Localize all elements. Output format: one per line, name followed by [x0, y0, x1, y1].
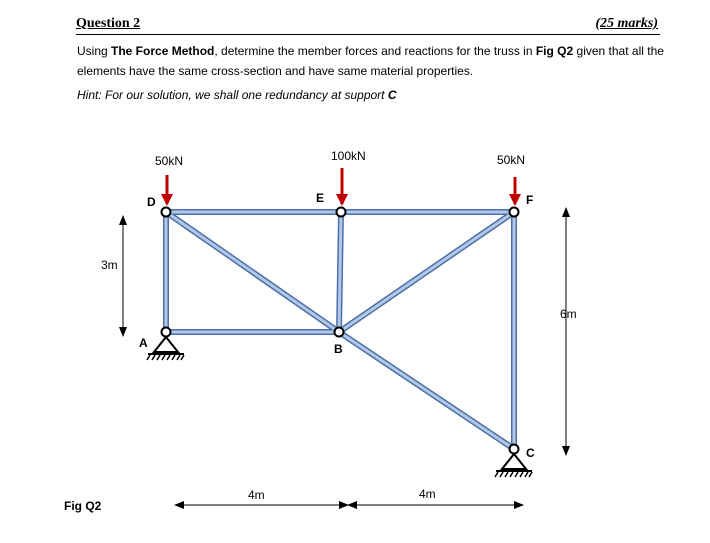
question-end: given that all the elements have the same cross-section and have same material properties. [77, 44, 664, 78]
node-label-C: C [526, 446, 535, 460]
dimension-label-span-right: 4m [419, 487, 436, 501]
pin-support-A [147, 337, 184, 360]
dimension-label-6m: 6m [560, 307, 577, 321]
joint-C [510, 445, 519, 454]
figure-caption: Fig Q2 [64, 499, 102, 513]
dimension-label-3m: 3m [101, 258, 118, 272]
question-title: Question 2 [76, 16, 141, 31]
load-label-F: 50kN [497, 153, 526, 167]
question-middle: , determine the member forces and reactions for the truss in [214, 44, 536, 58]
figure-reference: Fig Q2 [535, 44, 574, 58]
method-name: The Force Method [111, 44, 215, 58]
joint-A [162, 328, 171, 337]
hint-body: Hint: For our solution, we shall one redundancy at support [77, 88, 388, 102]
question-marks: (25 marks) [595, 16, 658, 31]
node-label-D: D [147, 195, 156, 209]
joint-D [162, 208, 171, 217]
dimension-label-span-left: 4m [248, 488, 265, 502]
load-label-E: 100kN [331, 149, 366, 163]
joint-B [335, 328, 344, 337]
joint-F [510, 208, 519, 217]
node-label-A: A [139, 336, 148, 350]
node-label-B: B [334, 342, 343, 356]
hint-support: C [387, 88, 397, 102]
load-label-D: 50kN [155, 154, 184, 168]
joint-E [337, 208, 346, 217]
node-label-F: F [526, 193, 534, 207]
node-label-E: E [316, 191, 325, 205]
question-intro: Using [77, 44, 112, 58]
